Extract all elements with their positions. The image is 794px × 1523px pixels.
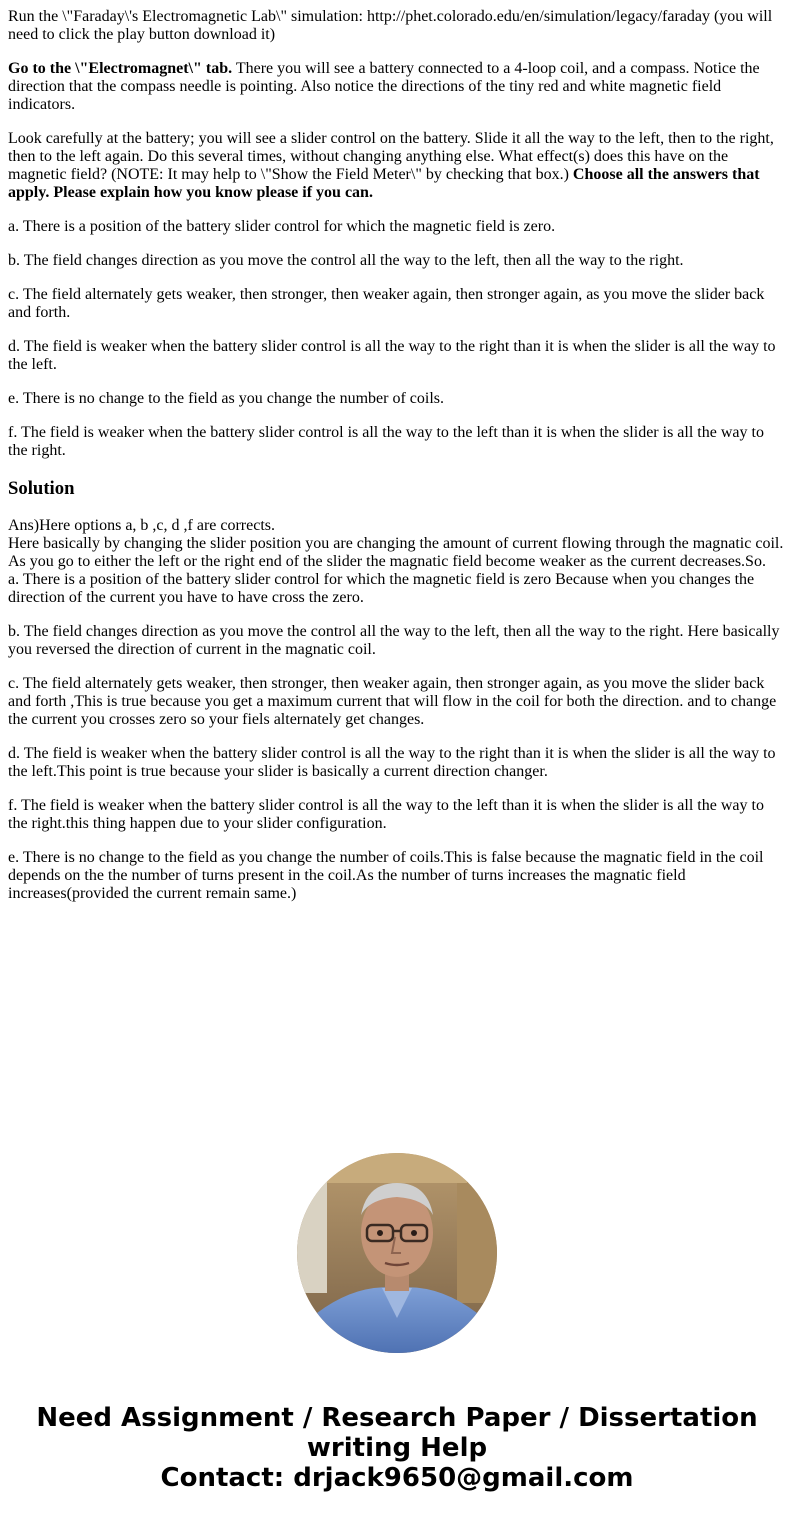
solution-intro [8,517,786,607]
solution-line-1: Ans)Here options a, b ,c, d ,f are corrects. [8,517,276,534]
footer-line-1: Need Assignment / Research Paper / Dissertation [36,1403,758,1433]
option-e: e. There is no change to the field as you change the number of coils. [8,390,445,407]
author-photo [297,1153,497,1353]
question-tab-paragraph [8,60,786,114]
option-d: d. The field is weaker when the battery slider control is all the way to the right than it is when the slider is all the way to the left. [8,338,776,373]
option-c: c. The field alternately gets weaker, then stronger, then weaker again, then stronger again, as you move the slider back and forth. [8,286,765,321]
solution-explanation-d: d. The field is weaker when the battery slider control is all the way to the right than it is when the slider is all the way to the left.This point is true because your slider is basically a current direction changer. [8,745,776,780]
solution-explanation-f: f. The field is weaker when the battery slider control is all the way to the left than it is when the slider is all the way to the right.this thing happen due to your slider configuration. [8,797,764,832]
solution-explanation-c: c. The field alternately gets weaker, then stronger, then weaker again, then stronger again, as you move the slider back and forth ,This is true because you get a maximum current that will flow in the coil for both the direction. and to change the current you crosses zero so your fiels alternately get changes. [8,675,777,728]
question-tab-text: There you will see a battery connected to a 4-loop coil, and a compass. Notice the direction that the compass needle is pointing. Also notice the directions of the tiny red and white magnetic field indicators. [8,60,760,113]
solution-body [8,517,786,903]
document-content [8,8,786,919]
question-battery-text: Look carefully at the battery; you will see a slider control on the battery. Slide it all the way to the left, then to the right, then to the left again. Do this several times, without changing anything else. What effect(s) does this have on the magnetic field? (NOTE: It may help to \"Show the Field Meter\" by checking that box.) [8,130,774,183]
question-tab-bold: Go to the \"Electromagnet\" tab. [8,60,233,77]
solution-explanation-e: e. There is no change to the field as you change the number of coils.This is false because the magnatic field in the coil depends on the the number of turns present in the coil.As the number of turns increases the magnatic field increases(provided the current remain same.) [8,849,764,902]
solution-line-2: Here basically by changing the slider position you are changing the amount of current flowing through the magnatic coil. As you go to either the left or the right end of the slider the magnatic field become weaker as the current decreases.So. [8,535,784,570]
solution-line-3: a. There is a position of the battery slider control for which the magnetic field is zero Because when you changes the direction of the current you have to have cross the zero. [8,571,755,606]
footer-advert [0,1403,794,1493]
question-battery-paragraph [8,130,786,202]
option-b: b. The field changes direction as you move the control all the way to the left, then all the way to the right. [8,252,684,269]
author-avatar [297,1153,497,1353]
question-intro: Run the \"Faraday\'s Electromagnetic Lab\" simulation: http://phet.colorado.edu/en/simulation/legacy/faraday (you will need to click the play button download it) [8,8,773,43]
solution-explanation-b: b. The field changes direction as you move the control all the way to the left, then all the way to the right. Here basically you reversed the direction of current in the magnatic coil. [8,623,780,658]
footer-line-2: writing Help [306,1433,488,1463]
solution-heading: Solution [8,478,75,499]
question-battery-bold: Choose all the answers that apply. Please explain how you know please if you can. [8,166,760,201]
option-f: f. The field is weaker when the battery slider control is all the way to the left than it is when the slider is all the way to the right. [8,424,764,459]
footer-contact: Contact: drjack9650@gmail.com [160,1463,634,1493]
option-a: a. There is a position of the battery slider control for which the magnetic field is zero. [8,218,556,235]
